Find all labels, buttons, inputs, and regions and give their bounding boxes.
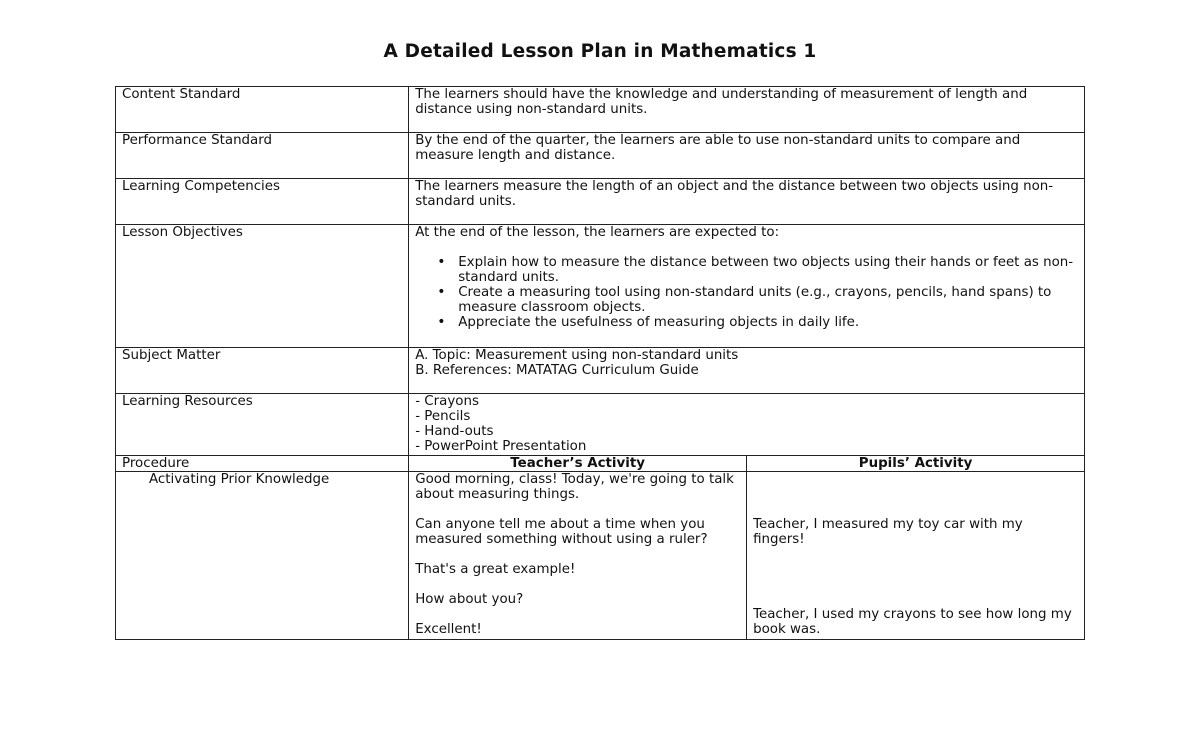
objectives-intro: At the end of the lesson, the learners are expected to: <box>415 225 780 240</box>
label-subject-matter: Subject Matter <box>116 348 409 394</box>
activating-prior-knowledge-cell <box>116 472 409 640</box>
label-procedure: Procedure <box>116 456 409 472</box>
objective-item: • Appreciate the usefulness of measuring objects in daily life. <box>415 315 1078 330</box>
pupil-response: Teacher, I measured my toy car with my fingers! <box>753 517 1023 547</box>
label-learning-competencies: Learning Competencies <box>116 179 409 225</box>
row-subject-matter <box>116 348 1085 394</box>
teacher-activity-header: Teacher’s Activity <box>409 456 747 472</box>
learning-resources-cell <box>409 394 1085 456</box>
label-learning-resources: Learning Resources <box>116 394 409 456</box>
resource-item: - Crayons <box>415 394 479 409</box>
resource-item: - PowerPoint Presentation <box>415 439 587 454</box>
lesson-objectives-cell <box>409 225 1085 348</box>
row-lesson-objectives <box>116 225 1085 348</box>
teacher-line: That's a great example! <box>415 562 576 577</box>
content-standard-text: The learners should have the knowledge and understanding of measurement of length and distance using non-standard units. <box>409 87 1085 133</box>
label-activating-prior-knowledge: Activating Prior Knowledge <box>149 472 330 487</box>
teacher-activity-cell <box>409 472 747 640</box>
teacher-line: How about you? <box>415 592 524 607</box>
label-performance-standard: Performance Standard <box>116 133 409 179</box>
pupil-response: Teacher, I used my crayons to see how long my book was. <box>753 607 1072 637</box>
row-content-standard <box>116 87 1085 133</box>
performance-standard-text: By the end of the quarter, the learners are able to use non-standard units to compare and measure length and distance. <box>409 133 1085 179</box>
row-learning-competencies <box>116 179 1085 225</box>
learning-competencies-text: The learners measure the length of an object and the distance between two objects using non-standard units. <box>409 179 1085 225</box>
document-title: A Detailed Lesson Plan in Mathematics 1 <box>383 41 817 62</box>
row-performance-standard <box>116 133 1085 179</box>
objective-item: • Create a measuring tool using non-standard units (e.g., crayons, pencils, hand spans) to measure classroom objects. <box>415 285 1078 315</box>
subject-matter-cell <box>409 348 1085 394</box>
pupils-activity-cell <box>747 472 1085 640</box>
teacher-line: Can anyone tell me about a time when you measured something without using a ruler? <box>415 517 708 547</box>
subject-topic: A. Topic: Measurement using non-standard units <box>415 348 739 363</box>
objective-item: • Explain how to measure the distance between two objects using their hands or feet as non-standard units. <box>415 255 1078 285</box>
teacher-line: Good morning, class! Today, we're going to talk about measuring things. <box>415 472 734 502</box>
resource-item: - Hand-outs <box>415 424 494 439</box>
label-content-standard: Content Standard <box>116 87 409 133</box>
teacher-line: Excellent! <box>415 622 482 637</box>
subject-references: B. References: MATATAG Curriculum Guide <box>415 363 699 378</box>
row-activating-prior-knowledge <box>116 472 1085 640</box>
lesson-plan-table <box>115 86 1085 640</box>
label-lesson-objectives: Lesson Objectives <box>116 225 409 348</box>
row-procedure-header <box>116 456 1085 472</box>
resource-item: - Pencils <box>415 409 471 424</box>
objectives-list <box>415 255 1078 330</box>
row-learning-resources <box>116 394 1085 456</box>
pupils-activity-header: Pupils’ Activity <box>747 456 1085 472</box>
